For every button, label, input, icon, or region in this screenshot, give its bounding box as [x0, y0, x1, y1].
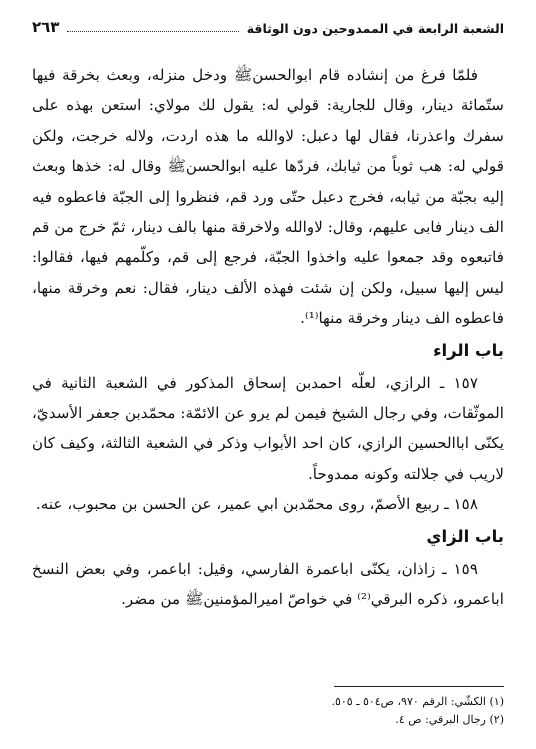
- paragraph-continuation: فلمّا فرغ من إنشاده قام ابوالحسنﷺ ودخل منزله، وبعث بخرقة فيها ستّمائة دينار، وقال للجارية: قولي له: يقول لك مولاي: استعن بهذه على سفرك واعذرنا، فقال لها دعبل: لاوالله ما هذه اردت، ولاله خرجت، ولكن قولي له: هب ثوباً من ثيابك، فردّها عليه ابوالحسنﷺ وقال له: خذها وبعث إليه بجبّة من ثيابه، فخرج دعبل حتّى ورد قم، فنظروا إلى الجبّة فاعطوه فيه الف دينار فابى عليهم، وقال: لاوالله ولاخرقة منها بالف دينار، ثمّ خرج من قم فاتبعوه وقد جمعوا عليه واخذوا الجبّة، فرجع إلى قم، وكلّمهم فيها، فقالوا: ليس إليها سبيل، ولكن إن شئت فهذه الألف دينار، فقال: نعم وخرقة منها، فاعطوه الف دينار وخرقة منها⁽¹⁾.: [32, 66, 504, 328]
- entry-158: ١٥٨ ـ ربيع الأصمّ، روى محمّدبن ابي عمير، عن الحسن بن محبوب، عنه.: [35, 495, 478, 514]
- footnote-1: (١) الكشّي: الرقم ٩٧٠، ص٥٠٤ ـ ٥٠٥.: [331, 695, 504, 708]
- page-number: ٢٦٣: [32, 18, 60, 36]
- footnotes: [32, 686, 504, 729]
- section-heading-ra: باب الراء: [433, 340, 504, 360]
- page-content: [32, 14, 504, 615]
- running-title: الشعبة الرابعة في الممدوحين دون الوثاقة: [246, 21, 504, 36]
- footnote-2: (٢) رجال البرقي: ص ٤.: [395, 713, 504, 726]
- entry-157: ١٥٧ ـ الرازي، لعلّه احمدبن إسحاق المذكور في الشعبة الثانية في الموثّقات، وفي رجال الشيخ فيمن لم يرو عن الائمّة: محمّدبن جعفر الأسديّ، يكنّى اباالحسين الرازي، كان احد الأبواب وذكر في الشعبة الثالثة، وكيف كان لاريب في جلالته وكونه ممدوحاً.: [32, 373, 504, 483]
- entry-159: ١٥٩ ـ زاذان، يكنّى اباعمرة الفارسي، وقيل: اباعمر، وفي بعض النسخ اباعمرو، ذكره البرقي⁽²⁾ في خواصّ اميرالمؤمنينﷺ من مضر.: [32, 559, 504, 609]
- section-heading-za: باب الزاي: [426, 526, 504, 546]
- footnote-separator: [334, 686, 504, 687]
- body-text: [32, 60, 504, 615]
- running-header: [32, 14, 504, 36]
- header-dotted-leader: [67, 30, 238, 32]
